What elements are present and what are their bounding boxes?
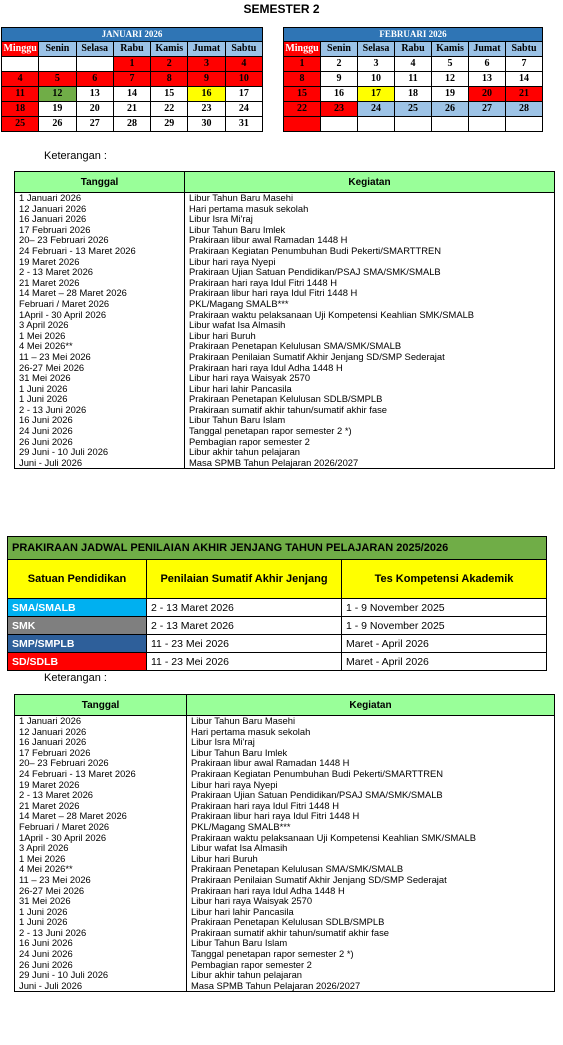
calendar-day-cell: 13 <box>469 72 506 87</box>
col-header-satuan: Satuan Pendidikan <box>8 560 147 599</box>
tanggal-cell: Juni - Juli 2026 <box>15 981 187 992</box>
kegiatan-cell: PKL/Magang SMALB*** <box>187 822 555 833</box>
kegiatan-cell: Libur akhir tahun pelajaran <box>187 970 555 981</box>
table-row <box>15 384 555 395</box>
tanggal-cell: 21 Maret 2026 <box>15 801 187 812</box>
table-row <box>15 970 555 981</box>
tanggal-cell: 19 Maret 2026 <box>15 780 187 791</box>
calendar-day-cell: 21 <box>113 102 150 117</box>
tanggal-cell: 17 Februari 2026 <box>15 748 187 759</box>
kegiatan-cell: Prakiraan Penetapan Kelulusan SDLB/SMPLB <box>187 917 555 928</box>
day-header: Jumat <box>469 42 506 57</box>
tanggal-cell: 26 Juni 2026 <box>15 437 185 448</box>
calendar-day-cell: 7 <box>506 57 543 72</box>
tanggal-cell: 24 Juni 2026 <box>15 949 187 960</box>
kegiatan-cell: Prakiraan libur hari raya Idul Fitri 1448 H <box>185 288 555 299</box>
keterangan-table-2 <box>14 694 555 992</box>
table-row <box>15 458 555 469</box>
kegiatan-cell: Pembagian rapor semester 2 <box>185 437 555 448</box>
calendar-day-cell: 31 <box>225 117 262 132</box>
table-row <box>15 331 555 342</box>
table-row <box>15 769 555 780</box>
tanggal-cell: Juni - Juli 2026 <box>15 458 185 469</box>
calendar-day-cell <box>469 117 506 132</box>
tanggal-cell: 12 Januari 2026 <box>15 204 185 215</box>
table-row <box>15 310 555 321</box>
tanggal-cell: 1 Mei 2026 <box>15 331 185 342</box>
calendar-day-cell <box>506 117 543 132</box>
tanggal-cell: 4 Mei 2026** <box>15 341 185 352</box>
tanggal-cell: 1 Mei 2026 <box>15 854 187 865</box>
tanggal-cell: 24 Juni 2026 <box>15 426 185 437</box>
day-header: Senin <box>39 42 76 57</box>
calendar-day-cell <box>39 57 76 72</box>
calendar-day-cell <box>358 117 395 132</box>
table-row <box>15 928 555 939</box>
tanggal-cell: 24 Februari - 13 Maret 2026 <box>15 246 185 257</box>
table-row <box>15 790 555 801</box>
calendar-day-cell: 18 <box>2 102 39 117</box>
table-row <box>15 225 555 236</box>
table-row <box>8 653 547 671</box>
calendar-day-cell: 27 <box>469 102 506 117</box>
day-header: Jumat <box>188 42 225 57</box>
calendar-day-cell: 27 <box>76 117 113 132</box>
day-header: Sabtu <box>225 42 262 57</box>
calendar-month-title: FEBRUARI 2026 <box>284 28 543 42</box>
calendar-day-cell <box>395 117 432 132</box>
calendar-day-cell: 1 <box>113 57 150 72</box>
calendar-day-cell: 23 <box>188 102 225 117</box>
tanggal-cell: 1April - 30 April 2026 <box>15 833 187 844</box>
calendar-day-cell: 2 <box>151 57 188 72</box>
table-row <box>15 917 555 928</box>
kegiatan-cell: Prakiraan waktu pelaksanaan Uji Kompetensi Keahlian SMK/SMALB <box>187 833 555 844</box>
tanggal-cell: 16 Juni 2026 <box>15 938 187 949</box>
table-row <box>15 352 555 363</box>
tanggal-cell: 31 Mei 2026 <box>15 896 187 907</box>
satuan-cell: SMP/SMPLB <box>8 635 147 653</box>
prakiraan-title: PRAKIRAAN JADWAL PENILAIAN AKHIR JENJANG TAHUN PELAJARAN 2025/2026 <box>8 537 547 560</box>
kegiatan-cell: Libur Tahun Baru Islam <box>185 415 555 426</box>
day-header: Selasa <box>358 42 395 57</box>
table-row <box>15 235 555 246</box>
calendar-day-cell: 5 <box>432 57 469 72</box>
tanggal-cell: 11 – 23 Mei 2026 <box>15 875 187 886</box>
calendar-day-cell: 22 <box>284 102 321 117</box>
psaj-cell: 2 - 13 Maret 2026 <box>147 599 342 617</box>
day-header: Kamis <box>432 42 469 57</box>
kegiatan-cell: Libur Isra Mi'raj <box>185 214 555 225</box>
calendar-february <box>283 27 543 132</box>
calendar-day-cell: 26 <box>432 102 469 117</box>
calendar-day-cell: 11 <box>395 72 432 87</box>
kegiatan-cell: Prakiraan Penilaian Sumatif Akhir Jenjang SD/SMP Sederajat <box>187 875 555 886</box>
calendar-day-cell: 24 <box>358 102 395 117</box>
tanggal-cell: 16 Januari 2026 <box>15 737 187 748</box>
table-row <box>15 447 555 458</box>
satuan-cell: SMK <box>8 617 147 635</box>
tanggal-cell: 16 Januari 2026 <box>15 214 185 225</box>
kegiatan-cell: Pembagian rapor semester 2 <box>187 960 555 971</box>
kegiatan-cell: Libur Tahun Baru Masehi <box>187 716 555 727</box>
table-row <box>15 854 555 865</box>
calendar-day-cell: 8 <box>284 72 321 87</box>
tanggal-cell: 26-27 Mei 2026 <box>15 886 187 897</box>
tanggal-cell: 1 Juni 2026 <box>15 394 185 405</box>
calendar-day-cell <box>432 117 469 132</box>
day-header: Minggu <box>2 42 39 57</box>
semester-title: SEMESTER 2 <box>243 2 320 16</box>
day-header: Minggu <box>284 42 321 57</box>
tanggal-cell: 1April - 30 April 2026 <box>15 310 185 321</box>
calendar-day-cell <box>2 57 39 72</box>
table-row <box>15 981 555 992</box>
calendar-day-cell <box>321 117 358 132</box>
kegiatan-cell: Prakiraan hari raya Idul Adha 1448 H <box>185 363 555 374</box>
tanggal-cell: 1 Juni 2026 <box>15 384 185 395</box>
kegiatan-cell: Tanggal penetapan rapor semester 2 *) <box>187 949 555 960</box>
tanggal-cell: Februari / Maret 2026 <box>15 299 185 310</box>
calendar-day-cell: 6 <box>76 72 113 87</box>
calendar-day-cell: 15 <box>151 87 188 102</box>
col-header-kegiatan: Kegiatan <box>185 172 555 193</box>
calendar-day-cell: 3 <box>358 57 395 72</box>
table-row <box>15 299 555 310</box>
calendar-day-cell: 26 <box>39 117 76 132</box>
kegiatan-cell: Hari pertama masuk sekolah <box>187 727 555 738</box>
kegiatan-cell: Libur Tahun Baru Masehi <box>185 193 555 204</box>
table-row <box>15 405 555 416</box>
kegiatan-cell: Prakiraan sumatif akhir tahun/sumatif akhir fase <box>185 405 555 416</box>
table-row <box>15 426 555 437</box>
table-row <box>15 758 555 769</box>
calendar-day-cell: 29 <box>151 117 188 132</box>
table-row <box>15 886 555 897</box>
table-row <box>15 341 555 352</box>
kegiatan-cell: Libur hari lahir Pancasila <box>187 907 555 918</box>
kegiatan-cell: Libur wafat Isa Almasih <box>187 843 555 854</box>
table-row <box>15 875 555 886</box>
kegiatan-cell: Libur wafat Isa Almasih <box>185 320 555 331</box>
tanggal-cell: 14 Maret – 28 Maret 2026 <box>15 288 185 299</box>
psaj-cell: 11 - 23 Mei 2026 <box>147 653 342 671</box>
kegiatan-cell: Libur hari raya Waisyak 2570 <box>187 896 555 907</box>
calendar-day-cell: 24 <box>225 102 262 117</box>
tanggal-cell: 29 Juni - 10 Juli 2026 <box>15 970 187 981</box>
table-row <box>15 394 555 405</box>
day-header: Kamis <box>151 42 188 57</box>
calendar-day-cell: 10 <box>225 72 262 87</box>
table-row <box>15 246 555 257</box>
calendar-day-cell: 7 <box>113 72 150 87</box>
table-row <box>15 780 555 791</box>
table-row <box>15 257 555 268</box>
table-row <box>15 833 555 844</box>
kegiatan-cell: Libur Tahun Baru Imlek <box>187 748 555 759</box>
table-row <box>15 320 555 331</box>
tanggal-cell: 2 - 13 Maret 2026 <box>15 790 187 801</box>
tanggal-cell: 2 - 13 Juni 2026 <box>15 405 185 416</box>
table-row <box>15 938 555 949</box>
calendar-january <box>1 27 263 132</box>
calendar-day-cell: 30 <box>188 117 225 132</box>
tanggal-cell: 21 Maret 2026 <box>15 278 185 289</box>
kegiatan-cell: Prakiraan Kegiatan Penumbuhan Budi Pekerti/SMARTTREN <box>185 246 555 257</box>
tanggal-cell: 11 – 23 Mei 2026 <box>15 352 185 363</box>
keterangan-table <box>14 171 555 469</box>
calendar-month-title: JANUARI 2026 <box>2 28 263 42</box>
tanggal-cell: 1 Januari 2026 <box>15 716 187 727</box>
tanggal-cell: 2 - 13 Juni 2026 <box>15 928 187 939</box>
table-row <box>15 437 555 448</box>
table-row <box>15 363 555 374</box>
kegiatan-cell: Prakiraan libur awal Ramadan 1448 H <box>187 758 555 769</box>
kegiatan-cell: Prakiraan Penetapan Kelulusan SMA/SMK/SMALB <box>185 341 555 352</box>
tanggal-cell: 29 Juni - 10 Juli 2026 <box>15 447 185 458</box>
tanggal-cell: 20– 23 Februari 2026 <box>15 758 187 769</box>
table-row <box>15 843 555 854</box>
table-row <box>15 204 555 215</box>
kegiatan-cell: Prakiraan Penetapan Kelulusan SDLB/SMPLB <box>185 394 555 405</box>
tanggal-cell: 19 Maret 2026 <box>15 257 185 268</box>
calendar-day-cell: 2 <box>321 57 358 72</box>
tanggal-cell: 12 Januari 2026 <box>15 727 187 738</box>
table-row <box>15 214 555 225</box>
tanggal-cell: 1 Juni 2026 <box>15 907 187 918</box>
calendar-day-cell: 16 <box>188 87 225 102</box>
tanggal-cell: 26-27 Mei 2026 <box>15 363 185 374</box>
kegiatan-cell: Libur hari raya Nyepi <box>185 257 555 268</box>
tanggal-cell: 31 Mei 2026 <box>15 373 185 384</box>
tka-cell: 1 - 9 November 2025 <box>342 617 547 635</box>
kegiatan-cell: Prakiraan Ujian Satuan Pendidikan/PSAJ SMA/SMK/SMALB <box>187 790 555 801</box>
calendar-day-cell: 4 <box>225 57 262 72</box>
col-header-tanggal: Tanggal <box>15 695 187 716</box>
calendar-day-cell: 19 <box>432 87 469 102</box>
table-row <box>15 801 555 812</box>
day-header: Rabu <box>113 42 150 57</box>
kegiatan-cell: Prakiraan hari raya Idul Fitri 1448 H <box>187 801 555 812</box>
tanggal-cell: 24 Februari - 13 Maret 2026 <box>15 769 187 780</box>
table-row <box>15 267 555 278</box>
calendar-day-cell: 10 <box>358 72 395 87</box>
kegiatan-cell: Libur hari raya Nyepi <box>187 780 555 791</box>
kegiatan-cell: Masa SPMB Tahun Pelajaran 2026/2027 <box>187 981 555 992</box>
table-row <box>15 288 555 299</box>
calendar-day-cell: 28 <box>113 117 150 132</box>
satuan-cell: SD/SDLB <box>8 653 147 671</box>
col-header-tanggal: Tanggal <box>15 172 185 193</box>
tanggal-cell: Februari / Maret 2026 <box>15 822 187 833</box>
table-row <box>15 811 555 822</box>
calendar-day-cell: 21 <box>506 87 543 102</box>
tanggal-cell: 1 Juni 2026 <box>15 917 187 928</box>
col-header-kegiatan: Kegiatan <box>187 695 555 716</box>
tanggal-cell: 3 April 2026 <box>15 843 187 854</box>
kegiatan-cell: Libur Tahun Baru Islam <box>187 938 555 949</box>
calendar-day-cell <box>284 117 321 132</box>
tanggal-cell: 26 Juni 2026 <box>15 960 187 971</box>
tka-cell: Maret - April 2026 <box>342 635 547 653</box>
tanggal-cell: 3 April 2026 <box>15 320 185 331</box>
table-row <box>15 748 555 759</box>
kegiatan-cell: Masa SPMB Tahun Pelajaran 2026/2027 <box>185 458 555 469</box>
tanggal-cell: 1 Januari 2026 <box>15 193 185 204</box>
table-row <box>15 907 555 918</box>
tanggal-cell: 14 Maret – 28 Maret 2026 <box>15 811 187 822</box>
calendar-day-cell: 20 <box>469 87 506 102</box>
psaj-cell: 2 - 13 Maret 2026 <box>147 617 342 635</box>
calendar-day-cell: 18 <box>395 87 432 102</box>
table-row <box>8 599 547 617</box>
calendar-day-cell: 6 <box>469 57 506 72</box>
calendar-day-cell: 20 <box>76 102 113 117</box>
kegiatan-cell: Prakiraan sumatif akhir tahun/sumatif akhir fase <box>187 928 555 939</box>
kegiatan-cell: Prakiraan hari raya Idul Adha 1448 H <box>187 886 555 897</box>
day-header: Selasa <box>76 42 113 57</box>
calendar-day-cell: 14 <box>506 72 543 87</box>
calendar-day-cell: 17 <box>225 87 262 102</box>
table-row <box>15 960 555 971</box>
calendar-day-cell: 9 <box>188 72 225 87</box>
calendar-day-cell: 15 <box>284 87 321 102</box>
calendar-day-cell: 3 <box>188 57 225 72</box>
table-row <box>15 896 555 907</box>
calendar-day-cell: 22 <box>151 102 188 117</box>
calendar-day-cell <box>76 57 113 72</box>
kegiatan-cell: Prakiraan libur awal Ramadan 1448 H <box>185 235 555 246</box>
kegiatan-cell: Prakiraan hari raya Idul Fitri 1448 H <box>185 278 555 289</box>
kegiatan-cell: Libur Tahun Baru Imlek <box>185 225 555 236</box>
day-header: Sabtu <box>506 42 543 57</box>
calendar-day-cell: 8 <box>151 72 188 87</box>
calendar-day-cell: 14 <box>113 87 150 102</box>
table-row <box>8 635 547 653</box>
kegiatan-cell: Libur akhir tahun pelajaran <box>185 447 555 458</box>
kegiatan-cell: Prakiraan Ujian Satuan Pendidikan/PSAJ SMA/SMK/SMALB <box>185 267 555 278</box>
table-row <box>15 949 555 960</box>
calendar-day-cell: 5 <box>39 72 76 87</box>
kegiatan-cell: Libur hari raya Waisyak 2570 <box>185 373 555 384</box>
tanggal-cell: 2 - 13 Maret 2026 <box>15 267 185 278</box>
kegiatan-cell: Hari pertama masuk sekolah <box>185 204 555 215</box>
tka-cell: Maret - April 2026 <box>342 653 547 671</box>
table-row <box>15 727 555 738</box>
keterangan-label: Keterangan : <box>44 150 107 162</box>
kegiatan-cell: Libur hari Buruh <box>187 854 555 865</box>
col-header-tka: Tes Kompetensi Akademik <box>342 560 547 599</box>
calendar-day-cell: 19 <box>39 102 76 117</box>
kegiatan-cell: Libur Isra Mi'raj <box>187 737 555 748</box>
kegiatan-cell: Prakiraan waktu pelaksanaan Uji Kompetensi Keahlian SMK/SMALB <box>185 310 555 321</box>
kegiatan-cell: Libur hari lahir Pancasila <box>185 384 555 395</box>
kegiatan-cell: Prakiraan libur hari raya Idul Fitri 1448 H <box>187 811 555 822</box>
calendar-day-cell: 9 <box>321 72 358 87</box>
calendar-day-cell: 25 <box>395 102 432 117</box>
table-row <box>15 737 555 748</box>
calendar-day-cell: 4 <box>2 72 39 87</box>
table-row <box>15 716 555 727</box>
keterangan-label-2: Keterangan : <box>44 672 107 684</box>
tanggal-cell: 17 Februari 2026 <box>15 225 185 236</box>
table-row <box>15 415 555 426</box>
calendar-day-cell: 1 <box>284 57 321 72</box>
calendar-day-cell: 17 <box>358 87 395 102</box>
tanggal-cell: 4 Mei 2026** <box>15 864 187 875</box>
kegiatan-cell: PKL/Magang SMALB*** <box>185 299 555 310</box>
psaj-cell: 11 - 23 Mei 2026 <box>147 635 342 653</box>
table-row <box>8 617 547 635</box>
table-row <box>15 193 555 204</box>
calendar-day-cell: 23 <box>321 102 358 117</box>
table-row <box>15 278 555 289</box>
calendar-day-cell: 16 <box>321 87 358 102</box>
table-row <box>15 864 555 875</box>
tanggal-cell: 16 Juni 2026 <box>15 415 185 426</box>
tanggal-cell: 20– 23 Februari 2026 <box>15 235 185 246</box>
calendar-day-cell: 11 <box>2 87 39 102</box>
table-row <box>15 373 555 384</box>
prakiraan-table <box>7 536 547 671</box>
table-row <box>15 822 555 833</box>
kegiatan-cell: Prakiraan Penetapan Kelulusan SMA/SMK/SMALB <box>187 864 555 875</box>
calendar-day-cell: 12 <box>432 72 469 87</box>
calendar-day-cell: 4 <box>395 57 432 72</box>
calendar-day-cell: 25 <box>2 117 39 132</box>
calendar-day-cell: 28 <box>506 102 543 117</box>
kegiatan-cell: Prakiraan Kegiatan Penumbuhan Budi Pekerti/SMARTTREN <box>187 769 555 780</box>
tka-cell: 1 - 9 November 2025 <box>342 599 547 617</box>
kegiatan-cell: Tanggal penetapan rapor semester 2 *) <box>185 426 555 437</box>
kegiatan-cell: Libur hari Buruh <box>185 331 555 342</box>
kegiatan-cell: Prakiraan Penilaian Sumatif Akhir Jenjang SD/SMP Sederajat <box>185 352 555 363</box>
calendar-day-cell: 13 <box>76 87 113 102</box>
day-header: Senin <box>321 42 358 57</box>
col-header-psaj: Penilaian Sumatif Akhir Jenjang <box>147 560 342 599</box>
satuan-cell: SMA/SMALB <box>8 599 147 617</box>
calendar-day-cell: 12 <box>39 87 76 102</box>
day-header: Rabu <box>395 42 432 57</box>
